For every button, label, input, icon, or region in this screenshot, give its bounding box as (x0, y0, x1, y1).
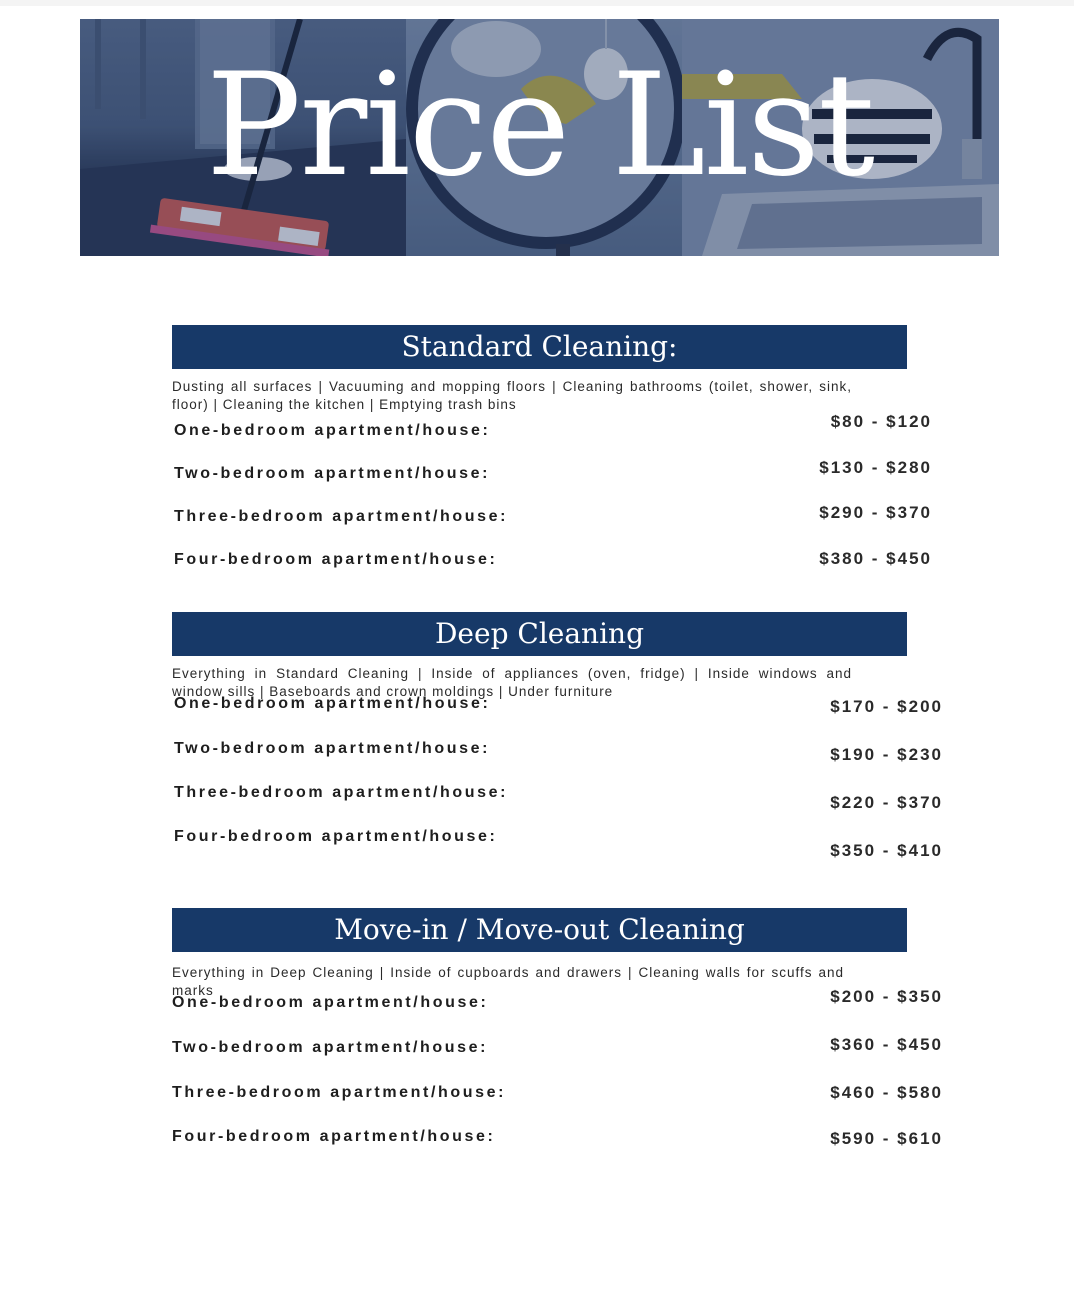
row-label: Four-bedroom apartment/house: (172, 1128, 496, 1145)
row-label: Two-bedroom apartment/house: (174, 740, 491, 757)
page-title: Price List (205, 43, 874, 208)
price-row (172, 784, 952, 812)
price-row (172, 412, 952, 444)
price-row (172, 549, 952, 573)
row-price: $590 - $610 (830, 1129, 943, 1148)
price-row (172, 695, 952, 719)
page-top-edge (0, 0, 1074, 6)
section-title: Move-in / Move-out Cleaning (172, 908, 907, 952)
row-price: $190 - $230 (830, 745, 943, 764)
row-label: Three-bedroom apartment/house: (172, 1084, 507, 1101)
row-price: $200 - $350 (830, 987, 943, 1006)
move-in-move-out-cleaning-section (172, 908, 952, 1148)
price-row (172, 1128, 952, 1152)
section-title: Standard Cleaning: (172, 325, 907, 369)
price-row (172, 458, 952, 487)
price-row (172, 1084, 952, 1108)
row-label: One-bedroom apartment/house: (172, 994, 489, 1011)
row-price: $460 - $580 (830, 1083, 943, 1102)
row-price: $350 - $410 (830, 841, 943, 860)
row-label: Three-bedroom apartment/house: (174, 508, 509, 525)
row-label: Three-bedroom apartment/house: (174, 784, 509, 801)
row-price: $290 - $370 (819, 503, 932, 522)
section-description: Everything in Standard Cleaning | Inside of appliances (oven, fridge) | Inside windows and window sills | Baseboards and crown moldings | Under furniture (172, 666, 852, 699)
row-price: $80 - $120 (830, 412, 932, 431)
price-row (172, 987, 952, 1018)
row-price: $360 - $450 (830, 1035, 943, 1054)
row-label: One-bedroom apartment/house: (174, 695, 491, 712)
price-row (172, 740, 952, 764)
section-description: Dusting all surfaces | Vacuuming and mopping floors | Cleaning bathrooms (toilet, shower, sink, floor) | Cleaning the kitchen | Emptying trash bins (172, 379, 852, 412)
standard-cleaning-section (172, 325, 952, 568)
row-label: Two-bedroom apartment/house: (172, 1039, 489, 1056)
deep-cleaning-section (172, 612, 952, 860)
row-label: One-bedroom apartment/house: (174, 422, 491, 439)
price-row (172, 503, 952, 530)
row-label: Two-bedroom apartment/house: (174, 465, 491, 482)
price-row (172, 828, 952, 860)
row-label: Four-bedroom apartment/house: (174, 551, 498, 568)
row-price: $130 - $280 (819, 458, 932, 477)
row-label: Four-bedroom apartment/house: (174, 828, 498, 845)
row-price: $380 - $450 (819, 549, 932, 568)
section-description: Everything in Deep Cleaning | Inside of cupboards and drawers | Cleaning walls for scuffs and marks (172, 965, 844, 998)
section-title: Deep Cleaning (172, 612, 907, 656)
header-banner (80, 19, 999, 256)
row-price: $170 - $200 (830, 697, 943, 716)
row-price: $220 - $370 (830, 793, 943, 812)
price-row (172, 1035, 952, 1063)
